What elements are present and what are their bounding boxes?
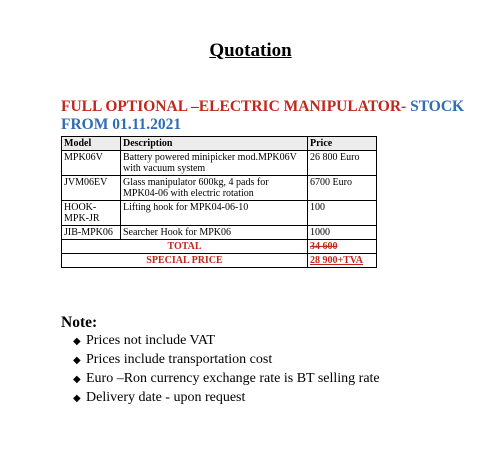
offer-heading-red: FULL OPTIONAL –ELECTRIC MANIPULATOR- (61, 98, 411, 115)
cell-price: 1000 (308, 226, 377, 240)
diamond-bullet-icon: ◆ (73, 374, 81, 385)
note-text: Euro –Ron currency exchange rate is BT selling rate (86, 371, 380, 386)
total-label: TOTAL (62, 240, 308, 254)
cell-description: Lifting hook for MPK04-06-10 (121, 201, 308, 226)
quotation-title: Quotation (209, 40, 292, 61)
list-item (73, 351, 380, 370)
table-row (62, 176, 377, 201)
offer-heading-blue: STOCK FROM 01.11.2021 (61, 98, 465, 133)
note-text: Prices not include VAT (86, 333, 215, 348)
note-title: Note: (61, 314, 98, 331)
table-header-row (62, 137, 377, 151)
total-row (62, 240, 377, 254)
list-item (73, 370, 380, 389)
cell-price: 26 800 Euro (308, 151, 377, 176)
table-row (62, 151, 377, 176)
table-row (62, 201, 377, 226)
cell-model: JVM06EV (62, 176, 121, 201)
cell-model: MPK06V (62, 151, 121, 176)
list-item (73, 332, 380, 351)
note-text: Delivery date - upon request (86, 390, 246, 405)
offer-heading (61, 98, 481, 134)
header-price: Price (308, 137, 377, 151)
special-price-row (62, 254, 377, 268)
cell-model: HOOK-MPK-JR (62, 201, 121, 226)
note-text: Prices include transportation cost (86, 352, 273, 367)
cell-model: JIB-MPK06 (62, 226, 121, 240)
special-price-value: 28 900+TVA (308, 254, 377, 268)
header-model: Model (62, 137, 121, 151)
cell-price: 100 (308, 201, 377, 226)
special-price-label: SPECIAL PRICE (62, 254, 308, 268)
cell-description: Battery powered minipicker mod.MPK06V with vacuum system (121, 151, 308, 176)
diamond-bullet-icon: ◆ (73, 393, 81, 404)
cell-description: Glass manipulator 600kg, 4 pads for MPK04-06 with electric rotation (121, 176, 308, 201)
cell-description: Searcher Hook for MPK06 (121, 226, 308, 240)
diamond-bullet-icon: ◆ (73, 336, 81, 347)
quotation-table (61, 136, 377, 268)
table-row (62, 226, 377, 240)
diamond-bullet-icon: ◆ (73, 355, 81, 366)
cell-price: 6700 Euro (308, 176, 377, 201)
header-description: Description (121, 137, 308, 151)
total-value: 34 600 (308, 240, 377, 254)
notes-list (73, 332, 380, 408)
list-item (73, 389, 380, 408)
